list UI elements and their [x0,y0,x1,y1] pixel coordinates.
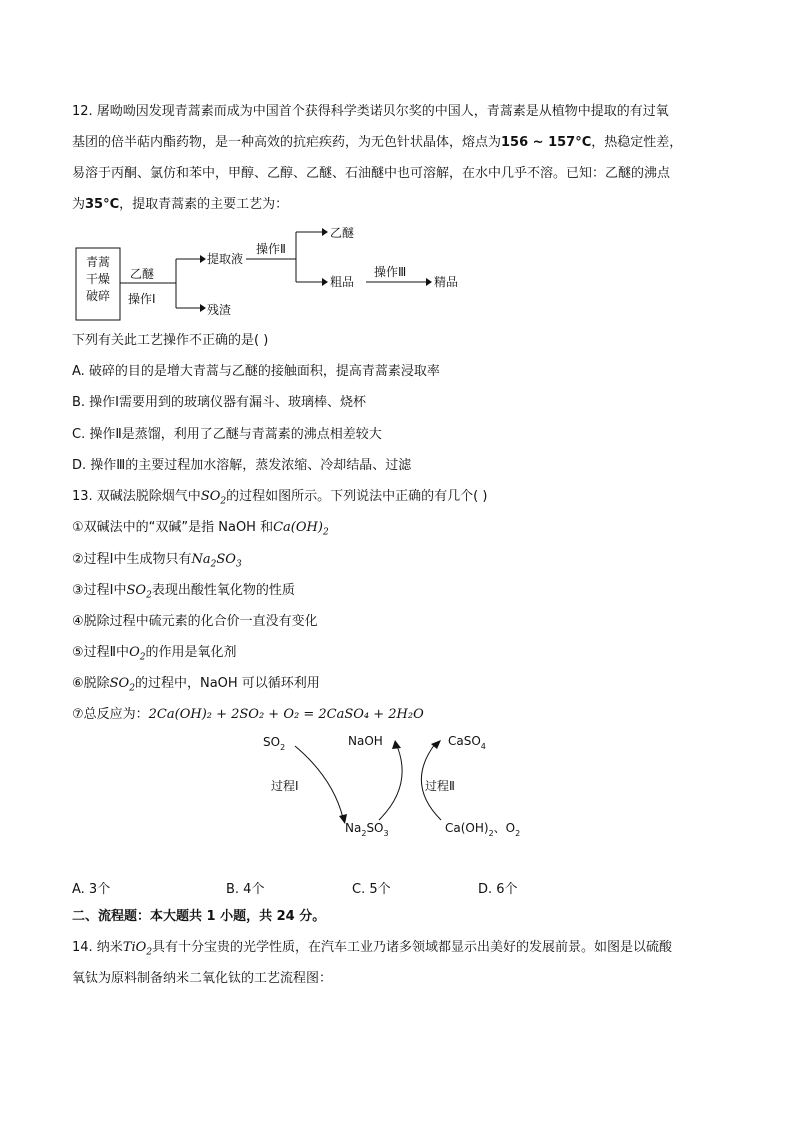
formula-sub: 2 [322,527,329,538]
ether-label: 乙醚 [330,226,355,240]
melting-point: 156 ~ 157°C [501,135,592,150]
q12-line-4 [72,197,288,213]
q12-line-1: 12. 屠呦呦因发现青蒿素而成为中国首个获得科学类诺贝尔奖的中国人，青蒿素是从植物中提取的有过氧 [72,104,669,119]
formula-so2: SO [109,676,130,691]
formula-o2: O [129,645,140,660]
q13-statement-2 [72,552,242,568]
cycle-caoh2-o2: $Ca(OH)_2$、$O_2$ [445,821,521,838]
statement-text: ⑥脱除 [72,676,110,691]
section-heading: 二、流程题：本大题共 1 小题，共 24 分。 [72,909,326,924]
q13-stem [72,489,487,505]
q12-line-2 [72,135,682,151]
cycle-process-1: 过程Ⅰ [271,779,299,793]
formula-caoh2: Ca(OH) [273,520,323,535]
formula-sub: 2 [129,683,135,694]
statement-text: ⑦总反应为： [72,707,149,722]
q13-stem-tail: 的过程如图所示。下列说法中正确的有几个( ) [226,489,488,504]
formula-sub: 2 [146,947,153,958]
solvent-label: 乙醚 [130,267,155,281]
statement-text: ①双碱法中的“双碱”是指 NaOH 和 [72,520,274,535]
formula-sub: 2 [210,559,217,570]
cycle-process-2: 过程Ⅱ [425,779,455,793]
cycle-so2: $SO_2$ [263,735,286,752]
q12-line-4-tail: ，提取青蒿素的主要工艺为： [119,197,289,212]
box-line-3: 破碎 [85,289,111,303]
total-reaction-equation: 2Ca(OH)₂ + 2SO₂ + O₂ = 2CaSO₄ + 2H₂O [148,707,424,722]
boiling-point: 35°C [85,197,120,212]
crude-label: 粗品 [330,275,355,289]
q12-line-2-tail: ，热稳定性差， [591,135,683,150]
arrow-head-icon [200,304,206,312]
q12-line-2-text: 基团的倍半萜内酯药物，是一种高效的抗疟疾药，为无色针状晶体，熔点为 [72,135,502,150]
q13-statement-1 [72,520,329,536]
op3-label: 操作Ⅲ [374,265,407,279]
cycle-naoh: NaOH [348,734,383,748]
q14-line-1 [72,940,672,956]
q14-text: 14. 纳米 [72,940,123,955]
arrow-head-icon [322,278,328,286]
arc-regenerate-naoh [379,746,402,820]
statement-text: ⑤过程Ⅱ中 [72,645,130,660]
q13-statement-4: ④脱除过程中硫元素的化合价一直没有变化 [72,614,318,629]
arrow-head-icon [322,228,328,236]
fine-label: 精品 [434,275,459,289]
q12-line-3: 易溶于丙酮、氯仿和苯中，甲醇、乙醇、乙醚、石油醚中也可溶解，在水中几乎不溶。已知：乙醚的沸点 [72,166,671,181]
box-line-1: 青蒿 [85,255,111,269]
arc-process-1 [295,746,343,818]
formula-so: SO [216,552,236,567]
formula-sub: 3 [235,559,242,570]
arrow-head-icon [392,740,401,749]
statement-tail: 表现出酸性氧化物的性质 [151,583,295,598]
formula-so2: SO [126,583,147,598]
q13-option-c[interactable]: C. 5个 [352,882,391,897]
q13-statement-5 [72,645,236,661]
artemisinin-flow-diagram [60,215,480,325]
arrow-head-icon [200,255,206,263]
statement-text: ③过程Ⅰ中 [72,583,127,598]
q14-text-tail: 具有十分宝贵的光学性质，在汽车工业乃诸多领域都显示出美好的发展前景。如图是以硫酸 [152,940,673,955]
box-line-2: 干燥 [85,272,111,286]
q12-line-4-text: 为 [72,197,86,212]
op2-label: 操作Ⅱ [256,242,286,256]
statement-text: ②过程Ⅰ中生成物只有 [72,552,192,567]
statement-tail: 的过程中，NaOH 可以循环利用 [134,676,320,691]
cycle-caso4: CaSO$_4$ [448,734,486,751]
op1-label: 操作Ⅰ [128,292,156,306]
q13-option-d[interactable]: D. 6个 [478,882,518,897]
q13-statement-3 [72,583,295,599]
extract-label: 提取液 [207,252,244,266]
formula-na: Na [191,552,211,567]
q13-statement-7 [72,707,424,723]
q12-option-d[interactable]: D. 操作Ⅲ的主要过程加水溶解，蒸发浓缩、冷却结晶、过滤 [72,458,412,473]
cycle-na2so3: $Na_2SO_3$ [345,821,389,838]
q12-stem: 下列有关此工艺操作不正确的是( ) [72,333,269,348]
statement-tail: 的作用是氧化剂 [145,645,237,660]
q14-line-2: 氧钛为原料制备纳米二氧化钛的工艺流程图： [72,971,333,986]
formula-sub: 2 [139,652,146,663]
q12-option-a[interactable]: A. 破碎的目的是增大青蒿与乙醚的接触面积，提高青蒿素浸取率 [72,364,440,379]
q13-statement-6 [72,676,320,692]
q13-stem-text: 13. 双碱法脱除烟气中 [72,489,201,504]
q12-option-b[interactable]: B. 操作Ⅰ需要用到的玻璃仪器有漏斗、玻璃棒、烧杯 [72,395,367,410]
residue-label: 残渣 [207,303,232,317]
q12-option-c[interactable]: C. 操作Ⅱ是蒸馏，利用了乙醚与青蒿素的沸点相差较大 [72,427,382,442]
formula-sub: 2 [220,496,227,507]
formula-tio2: TiO [122,940,147,955]
q13-option-b[interactable]: B. 4个 [226,882,265,897]
double-alkali-cycle-diagram [255,728,545,843]
formula-so2: SO [200,489,221,504]
arrow-head-icon [426,278,432,286]
formula-sub: 2 [146,590,152,601]
q13-option-a[interactable]: A. 3个 [72,882,111,897]
